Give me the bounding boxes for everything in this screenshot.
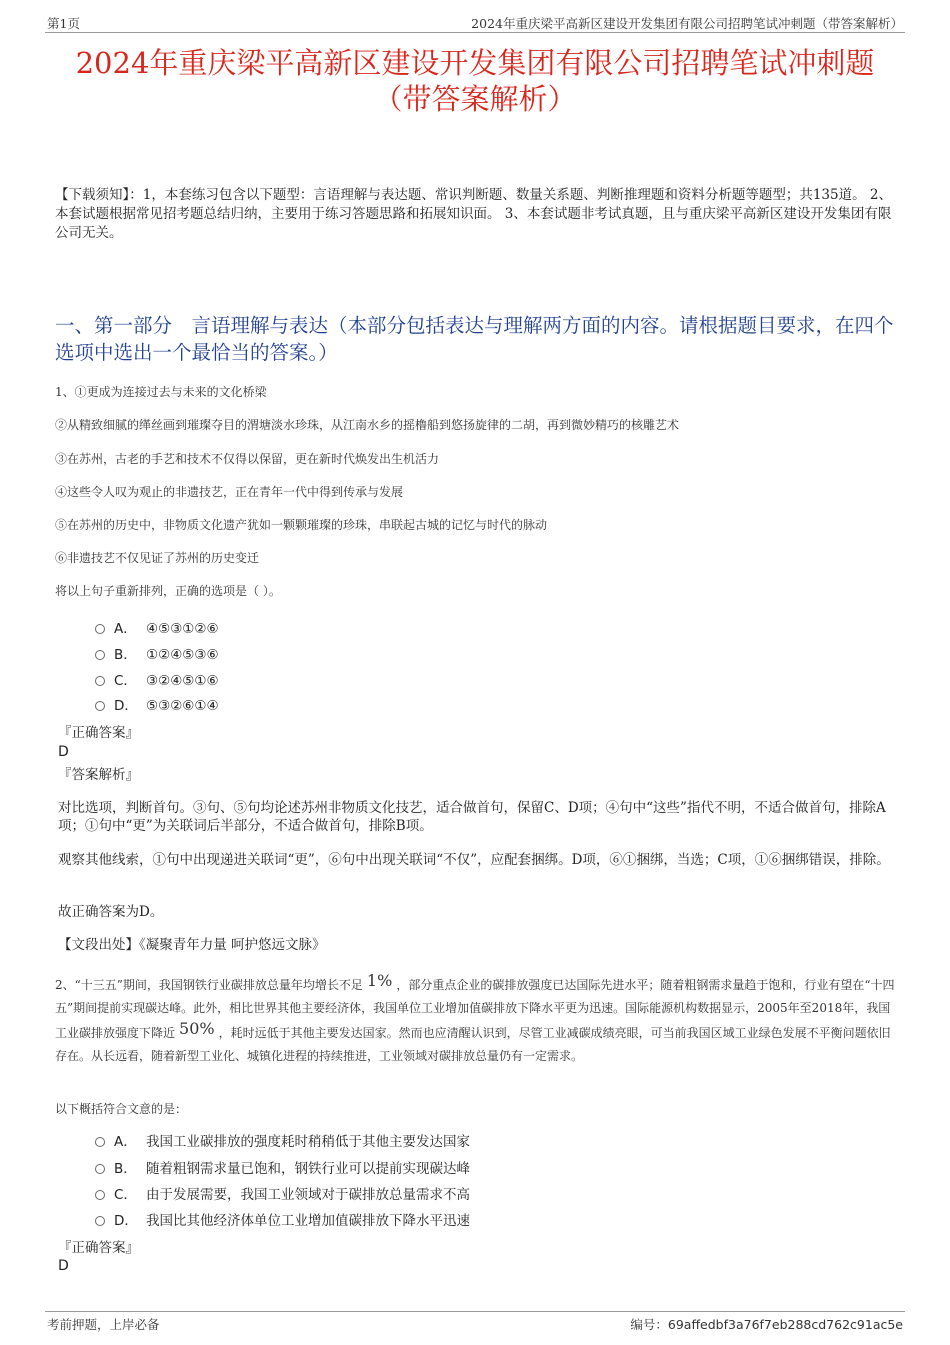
page-number: 第1页: [47, 16, 80, 31]
header-doc-title: 2024年重庆梁平高新区建设开发集团有限公司招聘笔试冲刺题（带答案解析）: [471, 16, 903, 31]
q1-line-1: 1、①更成为连接过去与未来的文化桥梁: [55, 385, 267, 399]
page-subtitle: （带答案解析）: [373, 82, 577, 116]
q1-line-3: ③在苏州，古老的手艺和技术不仅得以保留，更在新时代焕发出生机活力: [55, 452, 440, 466]
radio-icon[interactable]: [95, 701, 105, 711]
q1-option-a[interactable]: A． ④⑤③①②⑥: [95, 618, 219, 640]
q2-prompt: 以下概括符合文意的是：: [55, 1102, 188, 1116]
radio-icon[interactable]: [95, 624, 105, 634]
radio-icon[interactable]: [95, 1216, 105, 1226]
q2-answer-label: 『正确答案』: [58, 1240, 139, 1256]
q1-answer: D: [58, 744, 69, 760]
q2-answer: D: [58, 1258, 69, 1274]
q2-stem: 2、“十三五”期间，我国钢铁行业碳排放总量年均增长不足 1% ，部分重点企业的碳排放强度已达国际先进水平；随着粗钢需求量趋于饱和，行业有望在“十四五”期间提前实现碳达峰。此外，相比世界其他主要经济体，我国单位工业增加值碳排放下降水平更为迅速。国际能源机构数据显示，2005年至2018年，我国工业碳排放强度下降近 50% ，耗时远低于其他主要发达国家。然而也应清醒认识到，尽管工业减碳成绩亮眼，可当前我国区域工业绿色发展不平衡问题依旧存在。从长远看，随着新型工业化、城镇化进程的持续推进，工业领域对碳排放总量仍有一定需求。: [55, 971, 895, 1063]
q1-prompt: 将以上句子重新排列，正确的选项是（ ）。: [55, 584, 281, 598]
q1-answer-label: 『正确答案』: [58, 725, 139, 741]
q1-line-6: ⑥非遗技艺不仅见证了苏州的历史变迁: [55, 551, 260, 565]
radio-icon[interactable]: [95, 1137, 105, 1147]
download-notice: 【下载须知】：1，本套练习包含以下题型：言语理解与表达题、常识判断题、数量关系题、判断推理题和资料分析题等题型；共135道。 2、本套试题根据常见招考题总结归纳，主要用于练习答题思路和拓展知识面。 3、本套试题非考试真题，且与重庆梁平高新区建设开发集团有限公司无关。: [55, 187, 892, 241]
q1-line-4: ④这些令人叹为观止的非遗技艺，正在青年一代中得到传承与发展: [55, 485, 404, 499]
q2-option-d[interactable]: D． 我国比其他经济体单位工业增加值碳排放下降水平迅速: [95, 1210, 470, 1232]
footer-divider: [45, 1311, 905, 1312]
q1-analysis-2: 观察其他线索，①句中出现递进关联词“更”，⑥句中出现关联词“不仅”，应配套捆绑。D项，⑥①捆绑，当选；C项，①⑥捆绑错误，排除。: [58, 852, 890, 868]
q2-option-b[interactable]: B． 随着粗钢需求量已饱和，钢铁行业可以提前实现碳达峰: [95, 1158, 470, 1180]
page-title: 2024年重庆梁平高新区建设开发集团有限公司招聘笔试冲刺题: [75, 46, 875, 80]
section-heading: 一、第一部分 言语理解与表达（本部分包括表达与理解两方面的内容。请根据题目要求，在四个选项中选出一个最恰当的答案。）: [55, 314, 894, 364]
q1-analysis-1: 对比选项，判断首句。③句、⑤句均论述苏州非物质文化技艺，适合做首句，保留C、D项；④句中“这些”指代不明，不适合做首句，排除A项；①句中“更”为关联词后半部分，不适合做首句，排除B项。: [58, 800, 886, 834]
q1-line-2: ②从精致细腻的缂丝画到璀璨夺目的渭塘淡水珍珠，从江南水乡的摇橹船到悠扬旋律的二胡，再到微妙精巧的核雕艺术: [55, 418, 680, 432]
q2-percent-2: 50%: [179, 1019, 215, 1038]
q1-option-b[interactable]: B． ①②④⑤③⑥: [95, 644, 219, 666]
q1-line-5: ⑤在苏州的历史中，非物质文化遗产犹如一颗颗璀璨的珍珠，串联起古城的记忆与时代的脉动: [55, 518, 548, 532]
header-divider: [45, 32, 905, 33]
footer-slogan: 考前押题，上岸必备: [47, 1317, 160, 1332]
q2-percent-1: 1%: [366, 971, 393, 990]
radio-icon[interactable]: [95, 676, 105, 686]
q1-option-d[interactable]: D． ⑤③②⑥①④: [95, 695, 219, 717]
q2-option-c[interactable]: C． 由于发展需要，我国工业领域对于碳排放总量需求不高: [95, 1184, 470, 1206]
q1-analysis-label: 『答案解析』: [58, 767, 139, 783]
radio-icon[interactable]: [95, 1190, 105, 1200]
q2-option-a[interactable]: A． 我国工业碳排放的强度耗时稍稍低于其他主要发达国家: [95, 1131, 470, 1153]
q1-source: 【文段出处】《凝聚青年力量 呵护悠远文脉》: [58, 937, 326, 953]
q1-option-c[interactable]: C． ③②④⑤①⑥: [95, 670, 219, 692]
footer-code: 编号：69affedbf3a76f7eb288cd762c91ac5e: [630, 1317, 903, 1332]
radio-icon[interactable]: [95, 1164, 105, 1174]
radio-icon[interactable]: [95, 650, 105, 660]
q1-analysis-3: 故正确答案为D。: [58, 904, 164, 920]
